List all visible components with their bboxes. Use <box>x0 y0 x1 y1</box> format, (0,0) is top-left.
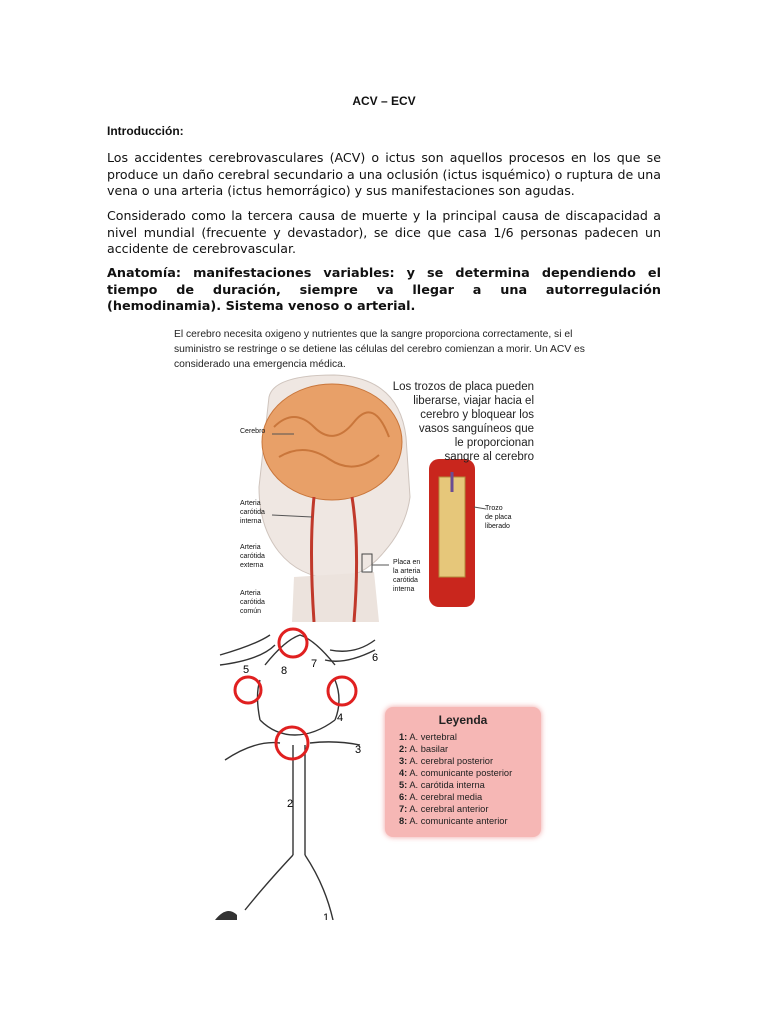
label-line: común <box>240 608 262 615</box>
figure-caption: El cerebro necesita oxigeno y nutrientes que la sangre proporciona correctamente, si el suministro se restringe o se detiene las células del cerebro comienzan a morir. Un ACV es considerado una emergencia médica. <box>174 329 585 370</box>
paragraph-anatomia: Anatomía: manifestaciones variables: y se determina dependiendo el tiempo de duración, siempre va llegar a una autorregulación (hemodinamia). Sistema venoso o arterial. <box>107 266 661 314</box>
label-placa <box>393 558 420 594</box>
right-middle-artery <box>325 640 375 661</box>
highlight-circle-5 <box>235 677 261 703</box>
label-line: interna <box>240 518 262 525</box>
label-line: Arteria <box>240 590 261 597</box>
legend-item <box>399 791 541 803</box>
callout-line: vasos sanguíneos que <box>418 423 534 435</box>
label-line: Arteria <box>240 544 261 551</box>
legend-item <box>399 743 541 755</box>
legend-item <box>399 731 541 743</box>
legend-text: A. comunicante anterior <box>409 816 508 826</box>
number-3: 3 <box>355 744 362 756</box>
legend-item <box>399 767 541 779</box>
callout-text <box>374 380 534 464</box>
callout-line: liberarse, viajar hacia el <box>413 395 534 407</box>
callout-line: sangre al cerebro <box>444 451 534 463</box>
highlight-circle-8 <box>279 629 307 657</box>
number-1: 1 <box>323 912 330 920</box>
label-line: Trozo <box>485 505 503 512</box>
legend-text: A. vertebral <box>409 732 457 742</box>
label-carotida-externa <box>240 543 265 570</box>
highlight-circle-4 <box>328 677 356 705</box>
legend-list <box>399 731 541 827</box>
legend-number: 3: <box>399 756 408 766</box>
label-line: Placa en <box>393 559 421 566</box>
legend-number: 5: <box>399 780 408 790</box>
label-line: carótida <box>240 599 265 606</box>
legend-item <box>399 803 541 815</box>
basilar-artery <box>293 745 305 855</box>
intro-heading: Introducción: <box>107 124 184 138</box>
label-line: la arteria <box>393 568 421 575</box>
legend-text: A. cerebral anterior <box>409 804 489 814</box>
number-7: 7 <box>311 658 318 670</box>
label-line: Arteria <box>240 500 261 507</box>
anterior-arch <box>265 635 335 665</box>
legend-text: A. cerebral media <box>409 792 483 802</box>
legend-number: 7: <box>399 804 408 814</box>
number-8: 8 <box>281 665 288 677</box>
highlight-circle-2 <box>276 727 308 759</box>
legend-item <box>399 755 541 767</box>
label-line: externa <box>240 562 264 569</box>
number-4: 4 <box>337 712 344 724</box>
carotid-figure <box>174 327 594 622</box>
label-line: de placa <box>485 514 512 521</box>
label-line: carótida <box>240 509 265 516</box>
label-line: carótida <box>240 553 265 560</box>
label-line: carótida <box>393 577 418 584</box>
callout-line: cerebro y bloquear los <box>420 409 534 421</box>
label-carotida-comun <box>240 589 265 616</box>
communicating-arteries <box>258 680 340 720</box>
neck-shape <box>292 572 379 622</box>
legend-number: 4: <box>399 768 408 778</box>
legend-number: 8: <box>399 816 408 826</box>
label-line: liberado <box>485 523 510 530</box>
legend-number: 6: <box>399 792 408 802</box>
paragraph-intro: Los accidentes cerebrovasculares (ACV) o ictus son aquellos procesos en los que se produce un daño cerebral secundario a una oclusión (ictus isquémico) o ruptura de una vena o una arteria (ictus hemorrágico) y sus manifestaciones son agudas. <box>107 150 661 198</box>
callout-line: le proporcionan <box>454 437 534 449</box>
legend-text: A. carótida interna <box>409 780 485 790</box>
label-trozo <box>485 504 511 531</box>
legend-title: Leyenda <box>438 713 488 727</box>
number-6: 6 <box>372 652 379 664</box>
willis-figure <box>215 625 565 920</box>
document-title: ACV – ECV <box>352 94 416 108</box>
legend-text: A. comunicante posterior <box>409 768 513 778</box>
label-line: interna <box>393 586 415 593</box>
legend-number: 2: <box>399 744 408 754</box>
label-cerebro: Cerebro <box>240 428 266 435</box>
legend-text: A. basilar <box>409 744 449 754</box>
corner-mark <box>215 911 237 920</box>
legend-text: A. cerebral posterior <box>409 756 494 766</box>
head-illustration <box>174 327 594 622</box>
number-5: 5 <box>243 664 250 676</box>
legend-box <box>385 707 541 837</box>
callout-line: Los trozos de placa pueden <box>392 381 534 393</box>
number-2: 2 <box>287 798 294 810</box>
legend-number: 1: <box>399 732 408 742</box>
legend-item <box>399 779 541 791</box>
legend-item <box>399 815 541 827</box>
paragraph-causa: Considerado como la tercera causa de muerte y la principal causa de discapacidad a nivel mundial (frecuente y devastador), se dice que casa 1/6 personas padecen un accidente de cerebrovascular. <box>107 208 661 256</box>
left-middle-artery <box>220 635 275 665</box>
label-carotida-interna <box>240 499 265 526</box>
vertebral-arteries <box>245 855 333 920</box>
